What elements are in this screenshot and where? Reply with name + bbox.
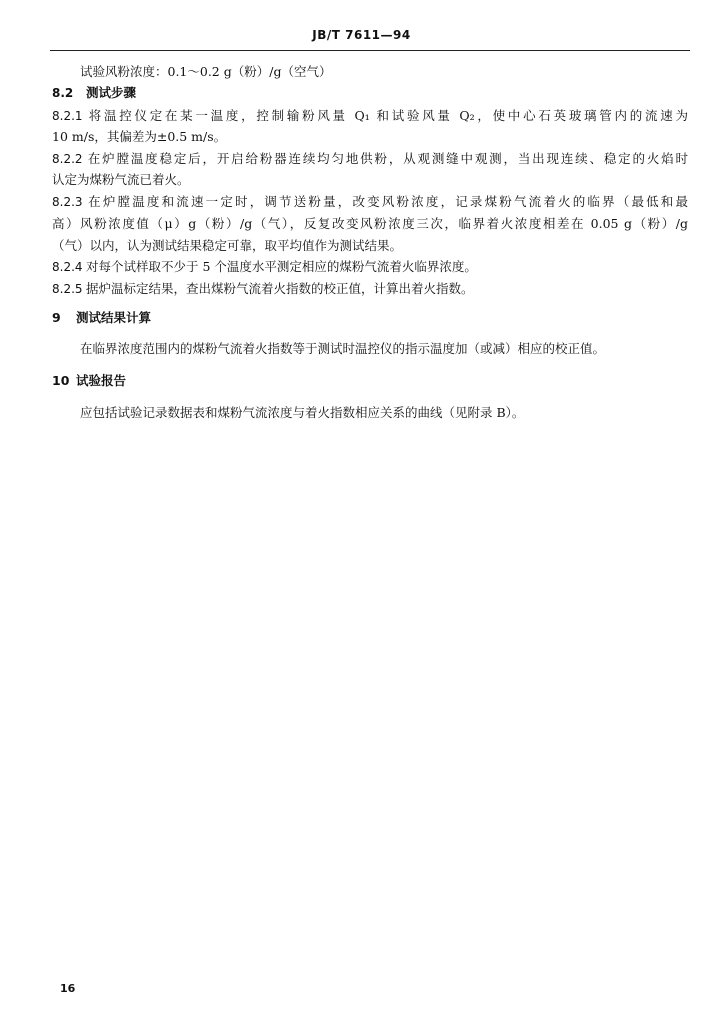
clause-8-2-4-line-1	[52, 259, 477, 275]
section-9-title: 测试结果计算	[76, 310, 152, 325]
clause-8-2-5-line-1	[52, 281, 474, 297]
concentration-line: 试验风粉浓度：0.1～0.2 g（粉）/g（空气）	[80, 64, 332, 79]
clause-8-2-4-number: 8.2.4	[52, 260, 83, 274]
section-8-2-number: 8.2	[52, 86, 74, 100]
clause-8-2-1-text-1: 将温控仪定在某一温度，控制输粉风量 Q₁ 和试验风量 Q₂，使中心石英玻璃管内的流速为	[86, 108, 688, 123]
clause-8-2-5-number: 8.2.5	[52, 282, 83, 296]
section-10-number: 10	[52, 373, 70, 388]
section-9-heading	[52, 310, 151, 326]
clause-8-2-3-line-3: （气）以内，认为测试结果稳定可靠，取平均值作为测试结果。	[52, 238, 403, 253]
clause-8-2-2-line-1	[52, 151, 688, 167]
clause-8-2-2-text-1: 在炉膛温度稳定后，开启给粉器连续均匀地供粉，从观测缝中观测，当出现连续、稳定的火焰时	[86, 151, 688, 166]
clause-8-2-3-number: 8.2.3	[52, 195, 83, 209]
clause-8-2-3-line-2: 高）风粉浓度值（μ）g（粉）/g（气），反复改变风粉浓度三次，临界着火浓度相差在 0.05 g（粉）/g	[52, 216, 688, 231]
clause-8-2-5-text-1: 据炉温标定结果，查出煤粉气流着火指数的校正值，计算出着火指数。	[86, 281, 474, 296]
section-9-text: 在临界浓度范围内的煤粉气流着火指数等于测试时温控仪的指示温度加（或减）相应的校正值。	[80, 341, 606, 356]
clause-8-2-2-line-2: 认定为煤粉气流已着火。	[52, 172, 190, 187]
section-9-number: 9	[52, 310, 61, 325]
clause-8-2-2-number: 8.2.2	[52, 152, 83, 166]
clause-8-2-1-number: 8.2.1	[52, 109, 83, 123]
clause-8-2-1-line-1	[52, 108, 688, 124]
page-header-standard-code: JB/T 7611—94	[312, 28, 411, 42]
section-8-2-heading	[52, 85, 136, 101]
section-8-2-title: 测试步骤	[86, 85, 137, 100]
section-10-text: 应包括试验记录数据表和煤粉气流浓度与着火指数相应关系的曲线（见附录 B）。	[80, 405, 525, 420]
clause-8-2-3-text-1: 在炉膛温度和流速一定时，调节送粉量，改变风粉浓度，记录煤粉气流着火的临界（最低和最	[86, 194, 688, 209]
clause-8-2-3-line-1	[52, 194, 688, 210]
section-10-title: 试验报告	[76, 373, 127, 388]
clause-8-2-4-text-1: 对每个试样取不少于 5 个温度水平测定相应的煤粉气流着火临界浓度。	[86, 259, 477, 274]
section-10-heading	[52, 373, 126, 389]
header-rule	[50, 50, 690, 51]
clause-8-2-1-line-2: 10 m/s，其偏差为±0.5 m/s。	[52, 129, 227, 144]
page-number: 16	[60, 982, 76, 995]
